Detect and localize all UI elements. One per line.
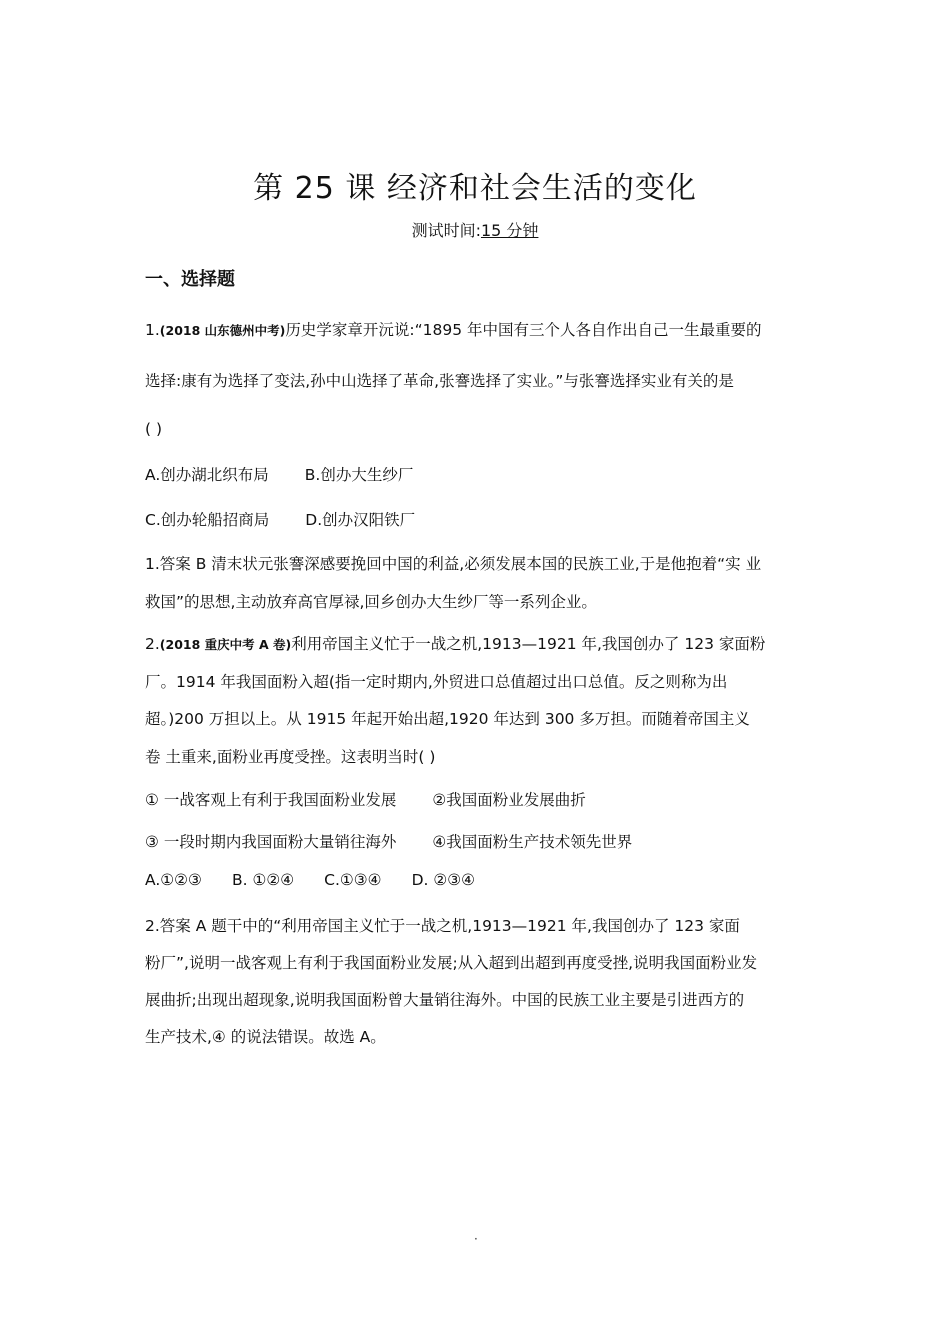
q1-options-cd (145, 508, 815, 530)
a2-line4: 生产技术,④ 的说法错误。故选 A。 (145, 1028, 386, 1046)
a1-line2: 救国”的思想,主动放弃高官厚禄,回乡创办大生纱厂等一系列企业。 (145, 593, 597, 611)
q2-items-12 (145, 788, 815, 810)
q1-option-d: D.创办汉阳铁厂 (305, 511, 416, 529)
q2-line3: 超。)200 万担以上。从 1915 年起开始出超,1920 年达到 300 多万担。而随着帝国主义 (145, 710, 750, 728)
q2-item-3: ③ 一段时期内我国面粉大量销往海外 (145, 833, 397, 851)
a2-line1 (145, 914, 815, 936)
q1-text1: 历史学家章开沅说:“1895 年中国有三个人各自作出自己一生最重要的 (285, 321, 762, 339)
q1-option-c: C.创办轮船招商局 (145, 511, 270, 529)
q1-number: 1. (145, 321, 160, 339)
q2-option-b: B. ①②④ (231, 871, 295, 889)
test-time (0, 218, 950, 241)
q2-option-c: C.①③④ (324, 871, 382, 889)
q1-bracket: ( ) (145, 420, 163, 438)
q2-item-2: ②我国面粉业发展曲折 (432, 791, 586, 809)
a2-label: 2.答案 (145, 917, 191, 935)
a2-text1: A 题干中的“利用帝国主义忙于一战之机,1913—1921 年,我国创办了 123 家面 (190, 917, 740, 935)
a2-line2: 粉厂”,说明一战客观上有利于我国面粉业发展;从入超到出超到再度受挫,说明我国面粉业发 (145, 954, 758, 972)
q1-line1 (145, 318, 815, 340)
q2-item-4: ④我国面粉生产技术领先世界 (432, 833, 633, 851)
q1-line2: 选择:康有为选择了变法,孙中山选择了革命,张謇选择了实业。”与张謇选择实业有关的是 (145, 372, 734, 390)
q2-line4: 卷 土重来,面粉业再度受挫。这表明当时( ) (145, 748, 436, 766)
section-heading: 一、选择题 (145, 269, 235, 290)
footer-mark: · (474, 1232, 478, 1246)
q1-option-b: B.创办大生纱厂 (304, 466, 414, 484)
a1-line1 (145, 552, 815, 574)
q2-line2: 厂。1914 年我国面粉入超(指一定时期内,外贸进口总值超过出口总值。反之则称为出 (145, 673, 728, 691)
q1-option-a: A.创办湖北织布局 (145, 466, 269, 484)
q1-options-ab (145, 463, 815, 485)
q2-option-d: D. ②③④ (411, 871, 476, 889)
page-title: 第 25 课 经济和社会生活的变化 (253, 171, 697, 206)
q2-source: (2018 重庆中考 A 卷) (159, 637, 292, 652)
q1-source: (2018 山东德州中考) (159, 323, 286, 338)
q2-line1 (145, 632, 815, 654)
q2-items-34 (145, 830, 815, 852)
test-time-value: 15 分钟 (480, 221, 539, 240)
q2-text1: 利用帝国主义忙于一战之机,1913—1921 年,我国创办了 123 家面粉 (291, 635, 766, 653)
q2-number: 2. (145, 635, 160, 653)
a2-line3: 展曲折;出现出超现象,说明我国面粉曾大量销往海外。中国的民族工业主要是引进西方的 (145, 991, 745, 1009)
q2-option-a: A.①②③ (145, 871, 202, 889)
test-time-label: 测试时间: (411, 221, 481, 240)
q2-options (145, 871, 815, 889)
a1-label: 1.答案 (145, 555, 191, 573)
a1-text1: B 清末状元张謇深感要挽回中国的利益,必须发展本国的民族工业,于是他抱着“实 业 (190, 555, 762, 573)
q2-item-1: ① 一战客观上有利于我国面粉业发展 (145, 791, 397, 809)
